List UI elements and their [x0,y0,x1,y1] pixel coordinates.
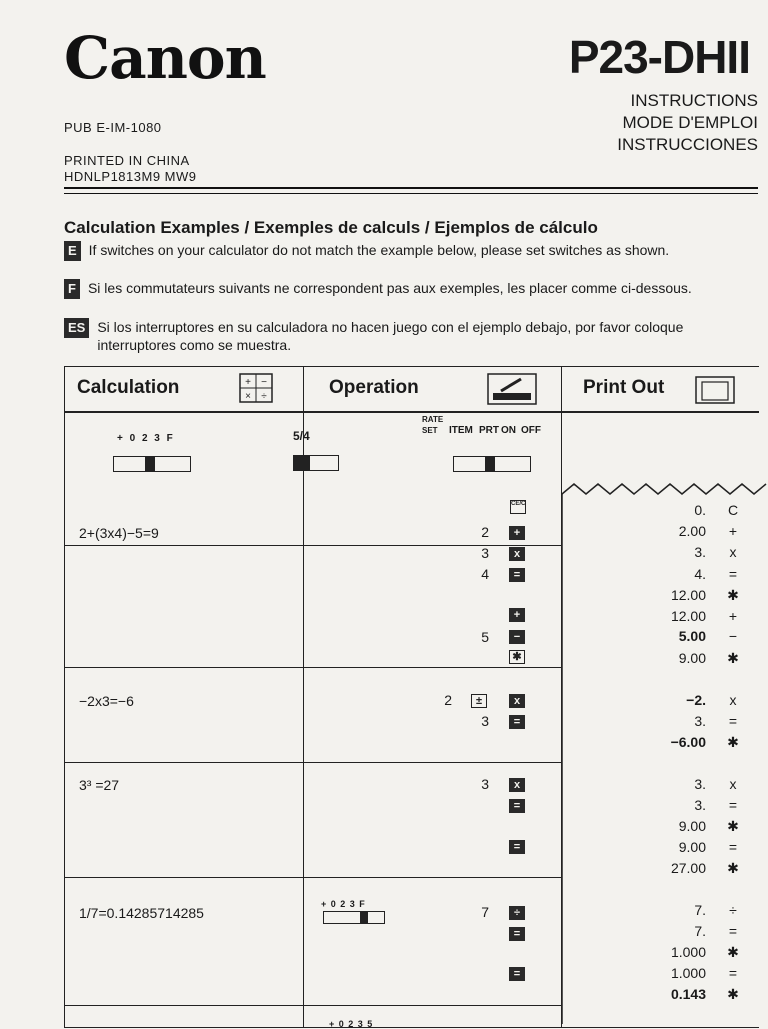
example-2: −2x3=−6 [79,693,134,709]
svg-text:+: + [245,377,251,388]
language-es: INSTRUCCIONES [617,135,758,154]
on-label: ON [501,425,516,436]
printout-symbol: ✱ [727,818,739,834]
equals-key[interactable]: = [509,840,525,854]
round-switch[interactable] [293,455,339,471]
note-es [64,318,748,354]
note-text: Si les commutateurs suivants ne correspondent pas aux exemples, les placer comme ci-dessous. [87,280,692,296]
printout-value: 1.000 [670,944,706,960]
operand: 3 [481,713,489,729]
printout-value: 12.00 [670,608,706,624]
printout-value: 1.000 [670,965,706,981]
note-text: If switches on your calculator do not match the example below, please set switches as shown. [88,242,670,258]
equals-key[interactable]: = [509,568,525,582]
total-key[interactable]: ✱ [509,650,525,664]
printout-symbol: = [728,839,738,855]
paper-tape [560,482,768,1024]
printout-value: 5.00 [678,628,706,644]
divider-thin [64,193,758,194]
operand: 2 [444,692,452,708]
set-label: SET [422,426,438,435]
note-fr [64,279,748,299]
clear-key[interactable]: CE/C [510,500,526,514]
brand-logo: Canon [64,24,266,92]
printout-symbol: = [728,713,738,729]
printout-symbol: = [728,965,738,981]
svg-text:−: − [261,377,267,388]
printout-value: 7. [694,923,706,939]
operand: 3 [481,545,489,561]
keypad-hand-icon [487,373,537,405]
note-text: Si los interruptores en su calculadora no hacen juego con el ejemplo debajo, por favor coloque interruptores como se muestra. [97,319,684,353]
rate-label: RATE [422,415,444,424]
printout-symbol: x [729,776,737,792]
equals-key[interactable]: = [509,927,525,941]
times-key[interactable]: x [509,778,525,792]
printout-symbol: ✱ [727,650,739,666]
printer-icon [695,376,735,404]
note-en [64,241,748,261]
row-divider [65,877,561,878]
printout-value: 3. [694,797,706,813]
decimal-switch-small[interactable] [323,911,385,924]
printout-symbol: x [729,692,737,708]
switch-knob [485,457,495,471]
example-1: 2+(3x4)−5=9 [79,525,159,541]
decimal-switch-label: + 0 2 3 F [321,899,366,909]
svg-text:×: × [245,391,251,402]
printout-value: −6.00 [670,734,706,750]
printout-symbol: = [728,566,738,582]
off-label: OFF [521,425,541,436]
operand: 5 [481,629,489,645]
lang-badge-f: F [64,279,80,299]
plus-key[interactable]: + [509,526,525,540]
times-key[interactable]: x [509,694,525,708]
printout-value: 4. [694,566,706,582]
printout-symbol: ÷ [729,902,737,918]
printout-symbol: − [728,628,738,644]
decimal-switch-label: + 0 2 3 F [117,433,175,444]
header-printout: Print Out [583,377,665,398]
minus-key[interactable]: − [509,630,525,644]
switch-knob [294,456,310,470]
row-divider [65,667,561,668]
printout-value: 3. [694,544,706,560]
example-3: 3³ =27 [79,777,120,793]
printout-value: −2. [686,692,706,708]
row-divider [65,1005,561,1006]
prt-label: PRT [479,425,499,436]
printout-value: 2.00 [678,523,706,539]
printout-value: 3. [694,713,706,729]
printout-symbol: = [728,797,738,813]
printout-symbol: ✱ [727,734,739,750]
printout-symbol: = [728,923,738,939]
printout-symbol: ✱ [727,986,739,1002]
header-operation: Operation [329,377,419,398]
round-switch-label: 5/4 [293,429,310,443]
printout-symbol: x [729,544,737,560]
pub-number: PUB E-IM-1080 [64,120,162,135]
printout-symbol: ✱ [727,587,739,603]
operand: 7 [481,904,489,920]
printout-value: 12.00 [670,587,706,603]
equals-key[interactable]: = [509,715,525,729]
print-code: HDNLP1813M9 MW9 [64,169,197,184]
operand: 2 [481,524,489,540]
printout-symbol: + [728,523,738,539]
printout-value: 3. [694,776,706,792]
sign-change-key[interactable]: ± [471,694,487,708]
printout-value: 27.00 [670,860,706,876]
language-en: INSTRUCTIONS [630,91,758,110]
operand: 3 [481,776,489,792]
print-mode-switch[interactable] [453,456,531,472]
printout-symbol: C [727,502,739,518]
printout-value: 9.00 [678,818,706,834]
switch-knob [360,912,368,923]
times-key[interactable]: x [509,547,525,561]
operand: 4 [481,566,489,582]
lang-badge-e: E [64,241,81,261]
row-divider [65,762,561,763]
printout-value: 7. [694,902,706,918]
printed-in: PRINTED IN CHINA [64,153,190,168]
svg-text:÷: ÷ [261,391,267,402]
divide-key[interactable]: ÷ [509,906,525,920]
model-title: P23-DHII [568,31,750,83]
example-4: 1/7=0.14285714285 [79,905,204,921]
lang-badge-es: ES [64,318,89,338]
plus-key[interactable]: + [509,608,525,622]
section-title: Calculation Examples / Exemples de calculs / Ejemplos de cálculo [64,218,598,237]
printout-value: 0. [694,502,706,518]
language-list [617,90,758,156]
printout-value: 9.00 [678,839,706,855]
switch-knob [145,457,155,471]
printout-symbol: + [728,608,738,624]
decimal-switch-label-partial: + 0 2 3 5 [329,1019,374,1029]
equals-key[interactable]: = [509,799,525,813]
printout-value: 0.143 [670,986,706,1002]
item-label: ITEM [449,425,473,436]
printout-symbol: ✱ [727,860,739,876]
calculator-icon [239,373,273,403]
header-calculation: Calculation [77,377,180,398]
divider [64,187,758,189]
printout-value: 9.00 [678,650,706,666]
equals-key[interactable]: = [509,967,525,981]
language-fr: MODE D'EMPLOI [622,113,758,132]
decimal-switch[interactable] [113,456,191,472]
printout-symbol: ✱ [727,944,739,960]
